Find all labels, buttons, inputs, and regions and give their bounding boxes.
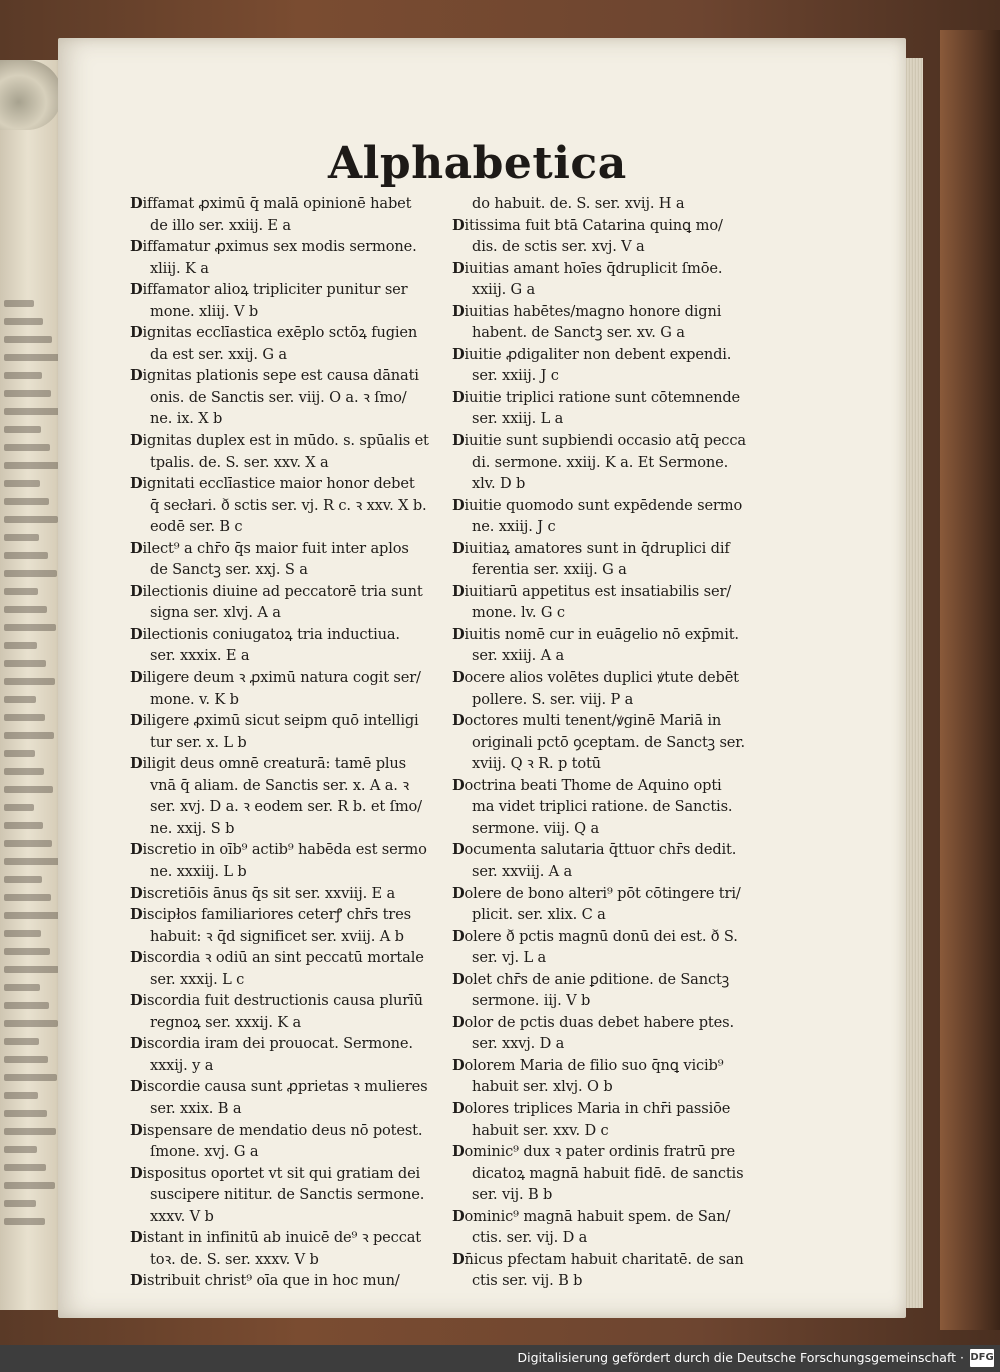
facing-page-line	[4, 606, 47, 613]
facing-page-line	[4, 480, 40, 487]
index-entry-continuation: tpalis. de. S. ser. xxv. X a	[150, 453, 329, 471]
index-entry-heading: Dolores triplices Maria in chr̄i passiōe	[452, 1099, 731, 1117]
index-entry	[130, 1163, 470, 1228]
index-entry	[452, 301, 792, 344]
facing-page-line	[4, 390, 51, 397]
facing-page-line	[4, 858, 61, 865]
index-entry	[452, 839, 792, 882]
index-entry	[452, 710, 792, 775]
index-entry	[452, 1249, 792, 1292]
index-entry-continuation: pollere. S. ser. viij. P a	[472, 690, 634, 708]
facing-page-line	[4, 984, 40, 991]
facing-page-line	[4, 426, 41, 433]
index-entry	[130, 365, 470, 430]
index-entry	[452, 215, 792, 258]
index-entry-heading: Doctrina beati Thome de Aquino opti	[452, 776, 722, 794]
index-entry	[452, 775, 792, 840]
index-entry	[130, 667, 470, 710]
facing-page-line	[4, 1128, 56, 1135]
index-entry-heading: Discretiōis ānus q̄s sit ser. xxviij. E a	[130, 884, 396, 902]
index-entry-heading: Distant in infinitū ab inuicē de⁹ ꝛ peccat	[130, 1229, 421, 1247]
index-entry-continuation: signa ser. xlvj. A a	[150, 604, 281, 622]
index-entry-heading: Diuitias amant hoīes q̄druplicit ſmōe.	[452, 259, 723, 277]
index-entry-heading: Dispositus oportet vt sit qui gratiam dei	[130, 1164, 421, 1182]
index-entry	[452, 1206, 792, 1249]
index-entry-heading: Dilectionis coniugatoꝝ tria inductiua.	[130, 625, 400, 643]
index-entry-continuation: de illo ser. xxiij. E a	[150, 216, 291, 234]
index-entry-continuation: ctis. ser. vij. D a	[472, 1229, 588, 1247]
index-entry	[130, 430, 470, 473]
index-entry-heading: Dispensare de mendatio deus nō potest.	[130, 1121, 423, 1139]
index-entry-continuation: originali pctō ꝯceptam. de Sanctꝫ ser.	[472, 733, 746, 751]
index-entry-continuation: mone. lv. G c	[472, 604, 565, 622]
index-entry	[130, 710, 470, 753]
facing-page-line	[4, 1002, 49, 1009]
index-entry-continuation: dis. de sctis ser. xvj. V a	[472, 238, 645, 256]
index-entry-continuation: habuit ser. xxv. D c	[472, 1121, 609, 1139]
facing-page-line	[4, 408, 60, 415]
index-entry	[452, 193, 792, 215]
index-entry-heading: Diffamatur ꝓximus sex modis sermone.	[130, 238, 417, 256]
index-entry-continuation: q̄ secłari. ð sctis ser. vj. R c. ꝛ xxv. X b.	[150, 496, 427, 514]
index-entry-heading: Diuitis nomē cur in euāgelio nō exp̄mit.	[452, 625, 739, 643]
index-entry	[130, 1076, 470, 1119]
index-entry	[130, 753, 470, 839]
facing-page-line	[4, 660, 46, 667]
index-entry	[130, 538, 470, 581]
index-entry-heading: Diligit deus omnē creaturā: tamē plus	[130, 755, 406, 773]
index-entry-continuation: sermone. viij. Q a	[472, 819, 600, 837]
index-entry-continuation: ser. xxxij. L c	[150, 970, 245, 988]
facing-page-line	[4, 318, 43, 325]
index-entry-heading: Dolet chr̄s de anie ꝑditione. de Sanctꝫ	[452, 970, 730, 988]
index-entry-continuation: sermone. iij. V b	[472, 992, 591, 1010]
index-entry-heading: Discordia ꝛ odiū an sint peccatū mortale	[130, 949, 424, 967]
index-entry	[130, 839, 470, 882]
index-entry	[452, 969, 792, 1012]
index-entry-heading: Dolere de bono alteri⁹ pōt cōtingere tri/	[452, 884, 741, 902]
index-entry-continuation: da est ser. xxij. G a	[150, 345, 287, 363]
facing-page-line	[4, 750, 35, 757]
index-entry-heading: Diuitie triplici ratione sunt cōtemnende	[452, 388, 741, 406]
index-column-right	[452, 193, 792, 1292]
index-entry-heading: Diffamator alioꝝ tripliciter punitur ser	[130, 281, 408, 299]
index-entry-heading: Diffamat ꝓximū q̄ malā opinionē habet	[130, 195, 412, 212]
index-entry	[130, 624, 470, 667]
index-entry	[452, 1012, 792, 1055]
facing-page-line	[4, 552, 48, 559]
facing-page-line	[4, 354, 61, 361]
index-entry-continuation: ser. xxiij. A a	[472, 647, 565, 665]
facing-page-line	[4, 1056, 48, 1063]
index-entry	[130, 236, 470, 279]
facing-page-line	[4, 894, 51, 901]
facing-page-line	[4, 1020, 58, 1027]
index-entry	[452, 1098, 792, 1141]
index-entry	[452, 258, 792, 301]
index-entry-continuation: vnā q̄ aliam. de Sanctis ser. x. A a. ꝛ	[150, 776, 410, 794]
index-entry	[130, 279, 470, 322]
index-entry-continuation: toꝛ. de. S. ser. xxxv. V b	[150, 1250, 319, 1268]
facing-page-line	[4, 642, 37, 649]
index-entry-continuation: ne. ix. X b	[150, 410, 223, 428]
index-entry-heading: Diuitie quomodo sunt expēdende sermo	[452, 496, 743, 514]
index-entry-continuation: ferentia ser. xxiij. G a	[472, 561, 627, 579]
facing-page-line	[4, 498, 49, 505]
index-entry-continuation: dicatoꝝ magnā habuit fidē. de sanctis	[472, 1164, 744, 1182]
index-entry	[130, 904, 470, 947]
index-entry	[452, 495, 792, 538]
index-entry-heading: Discordia fuit destructionis causa plurīū	[130, 992, 423, 1010]
index-entry	[130, 193, 470, 236]
index-entry-continuation: xxxv. V b	[150, 1207, 214, 1225]
index-entry	[452, 667, 792, 710]
page-title: Alphabetica	[328, 138, 627, 189]
facing-page-line	[4, 930, 41, 937]
index-entry-heading: Discipłos familiariores ceterꝭ chr̄s tres	[130, 906, 411, 924]
index-entry-continuation: di. sermone. xxiij. K a. Et Sermone.	[472, 453, 729, 471]
index-entry	[130, 947, 470, 990]
index-entry-heading: Discordia iram dei prouocat. Sermone.	[130, 1035, 413, 1053]
footer-bar	[0, 1345, 1000, 1372]
facing-page-line	[4, 840, 52, 847]
index-entry-heading: Dolere ð pctis magnū donū dei est. ð S.	[452, 927, 738, 945]
index-entry-continuation: onis. de Sanctis ser. viij. O a. ꝛ ſmo/	[150, 388, 407, 406]
index-entry	[452, 624, 792, 667]
index-entry-heading: Diligere deum ꝛ ꝓximū natura cogit ser/	[130, 669, 421, 687]
index-entry-continuation: xliij. K a	[150, 259, 209, 277]
facing-page-line	[4, 732, 54, 739]
index-entry-heading: Doctores multi tenent/ꝟginē Mariā in	[452, 712, 722, 730]
index-entry-continuation: habent. de Sanctꝫ ser. xv. G a	[472, 324, 685, 342]
index-entry-heading: Dominic⁹ dux ꝛ pater ordinis fratrū pre	[452, 1143, 736, 1161]
index-entry-continuation: ne. xxij. S b	[150, 819, 235, 837]
index-entry-heading: Dolorem Maria de filio suo q̄nꝗ vicib⁹	[452, 1056, 724, 1074]
facing-page-line	[4, 1182, 55, 1189]
facing-page-line	[4, 588, 38, 595]
facing-page-line	[4, 1218, 45, 1225]
index-entry	[452, 926, 792, 969]
index-entry	[130, 1227, 470, 1270]
index-entry-heading: Dolor de pctis duas debet habere ptes.	[452, 1013, 734, 1031]
facing-page-line	[4, 678, 55, 685]
index-entry	[452, 1055, 792, 1098]
facing-page-line	[4, 1200, 36, 1207]
index-entry-heading: Dominic⁹ magnā habuit spem. de San/	[452, 1207, 731, 1225]
index-entry	[452, 344, 792, 387]
index-entry-heading: Dignitas plationis sepe est causa dānati	[130, 367, 419, 385]
facing-page-line	[4, 570, 57, 577]
facing-page-line	[4, 1110, 47, 1117]
index-entry-heading: Docere alios volētes duplici ꝟtute debēt	[452, 669, 739, 687]
facing-page-line	[4, 1164, 46, 1171]
index-entry-heading: Diligere ꝓximū sicut seipm quō intelligi	[130, 712, 419, 730]
index-entry	[452, 883, 792, 926]
facing-page-line	[4, 696, 36, 703]
facing-page-line	[4, 336, 52, 343]
index-entry-heading: Discretio in oīb⁹ actib⁹ habēda est sermo	[130, 841, 427, 859]
index-entry	[452, 581, 792, 624]
index-entry-heading: Discordie causa sunt ꝓprietas ꝛ mulieres	[130, 1078, 428, 1096]
facing-page-line	[4, 876, 42, 883]
index-entry-heading: Dilectionis diuine ad peccatorē tria sunt	[130, 582, 423, 600]
index-entry-heading: Dilect⁹ a chr̄o q̄s maior fuit inter aplos	[130, 539, 409, 557]
index-entry	[130, 1270, 470, 1292]
index-entry	[452, 1141, 792, 1206]
facing-page-line	[4, 1092, 38, 1099]
index-entry-continuation: ser. xvj. D a. ꝛ eodem ser. R b. et ſmo/	[150, 798, 422, 816]
facing-page-line	[4, 966, 59, 973]
index-entry-continuation: mone. v. K b	[150, 690, 239, 708]
index-entry-heading: Diuitiarū appetitus est insatiabilis ser/	[452, 582, 732, 600]
index-entry-continuation: xviij. Q ꝛ R. p totū	[472, 755, 601, 773]
index-entry	[130, 1033, 470, 1076]
facing-page-line	[4, 714, 45, 721]
facing-page-line	[4, 462, 59, 469]
index-entry-continuation: ne. xxiij. J c	[472, 518, 556, 536]
dfg-logo: DFG	[970, 1349, 994, 1367]
facing-page-line	[4, 1038, 39, 1045]
index-entry-heading: Diuitiaꝝ amatores sunt in q̄druplici dif	[452, 539, 730, 557]
index-entry-continuation: xxxij. y a	[150, 1056, 214, 1074]
index-entry-continuation: ser. vj. L a	[472, 949, 547, 967]
index-entry-heading: Dignitati ecclīastice maior honor debet	[130, 475, 415, 493]
facing-page-line	[4, 534, 39, 541]
index-entry-continuation: ma videt triplici ratione. de Sanctis.	[472, 798, 733, 816]
funding-credit: Digitalisierung gefördert durch die Deutsche Forschungsgemeinschaft ·	[517, 1350, 964, 1365]
facing-page-line	[4, 822, 43, 829]
facing-page-line	[4, 804, 34, 811]
index-entry-continuation: ctis ser. vij. B b	[472, 1272, 583, 1290]
index-entry-continuation: ser. xxviij. A a	[472, 862, 573, 880]
facing-page-line	[4, 1146, 37, 1153]
index-entry-heading: Documenta salutaria q̄ttuor chr̄s dedit.	[452, 841, 737, 859]
index-entry	[130, 473, 470, 538]
index-entry-heading: Diuitias habētes/magno honore digni	[452, 302, 722, 320]
index-entry-continuation: plicit. ser. xlix. C a	[472, 906, 606, 924]
index-entry-continuation: ne. xxxiij. L b	[150, 862, 247, 880]
index-entry-continuation: ser. vij. B b	[472, 1186, 553, 1204]
facing-page-line	[4, 948, 50, 955]
index-entry-heading: Dignitas duplex est in mūdo. s. spūalis et	[130, 432, 429, 450]
facing-page-line	[4, 516, 58, 523]
index-entry-continuation: xlv. D b	[472, 475, 526, 493]
index-entry-continuation: tur ser. x. L b	[150, 733, 247, 751]
index-entry-continuation: ser. xxiij. J c	[472, 367, 559, 385]
index-entry-continuation: xxiij. G a	[472, 281, 536, 299]
index-entry-continuation: regnoꝝ ser. xxxij. K a	[150, 1013, 302, 1031]
facing-page-line	[4, 624, 56, 631]
index-column-left	[130, 193, 470, 1292]
index-entry	[452, 387, 792, 430]
index-entry	[130, 322, 470, 365]
facing-page-line	[4, 768, 44, 775]
facing-page-line	[4, 912, 60, 919]
index-entry-continuation: mone. xliij. V b	[150, 302, 259, 320]
facing-page-line	[4, 300, 34, 307]
index-entry	[452, 538, 792, 581]
index-entry-heading: Distribuit christ⁹ oīa que in hoc mun/	[130, 1272, 400, 1290]
index-entry-heading: Diuitie sunt supbiendi occasio atq̄ pecca	[452, 432, 746, 450]
cover-edge	[940, 30, 1000, 1330]
index-entry-continuation: habuit: ꝛ q̄d significet ser. xviij. A b	[150, 927, 404, 945]
index-entry-heading: Dignitas ecclīastica exēplo sctōꝝ fugien	[130, 324, 418, 342]
index-entry	[130, 990, 470, 1033]
index-entry-continuation: ſmone. xvj. G a	[150, 1143, 259, 1161]
facing-page-line	[4, 1074, 57, 1081]
index-entry-continuation: do habuit. de. S. ser. xvij. H a	[472, 195, 685, 212]
index-entry-heading: Diuitie ꝓdigaliter non debent expendi.	[452, 345, 732, 363]
index-entry-heading: Dn̄icus pfectam habuit charitatē. de san	[452, 1250, 744, 1268]
facing-page-text	[4, 300, 64, 1236]
index-entry-continuation: ser. xxvj. D a	[472, 1035, 565, 1053]
index-entry	[130, 883, 470, 905]
index-entry-continuation: ser. xxxix. E a	[150, 647, 250, 665]
index-entry-continuation: habuit ser. xlvj. O b	[472, 1078, 613, 1096]
index-entry-heading: Ditissima fuit btā Catarina quinꝗ mo/	[452, 216, 723, 234]
index-entry	[130, 581, 470, 624]
index-entry-continuation: suscipere nititur. de Sanctis sermone.	[150, 1186, 425, 1204]
facing-page-line	[4, 372, 42, 379]
index-entry-continuation: eodē ser. B c	[150, 518, 243, 536]
facing-page-line	[4, 786, 53, 793]
index-entry-continuation: ser. xxiij. L a	[472, 410, 564, 428]
index-entry	[452, 430, 792, 495]
index-entry-continuation: ser. xxix. B a	[150, 1099, 242, 1117]
facing-page-line	[4, 444, 50, 451]
index-entry	[130, 1120, 470, 1163]
index-entry-continuation: de Sanctꝫ ser. xxj. S a	[150, 561, 308, 579]
